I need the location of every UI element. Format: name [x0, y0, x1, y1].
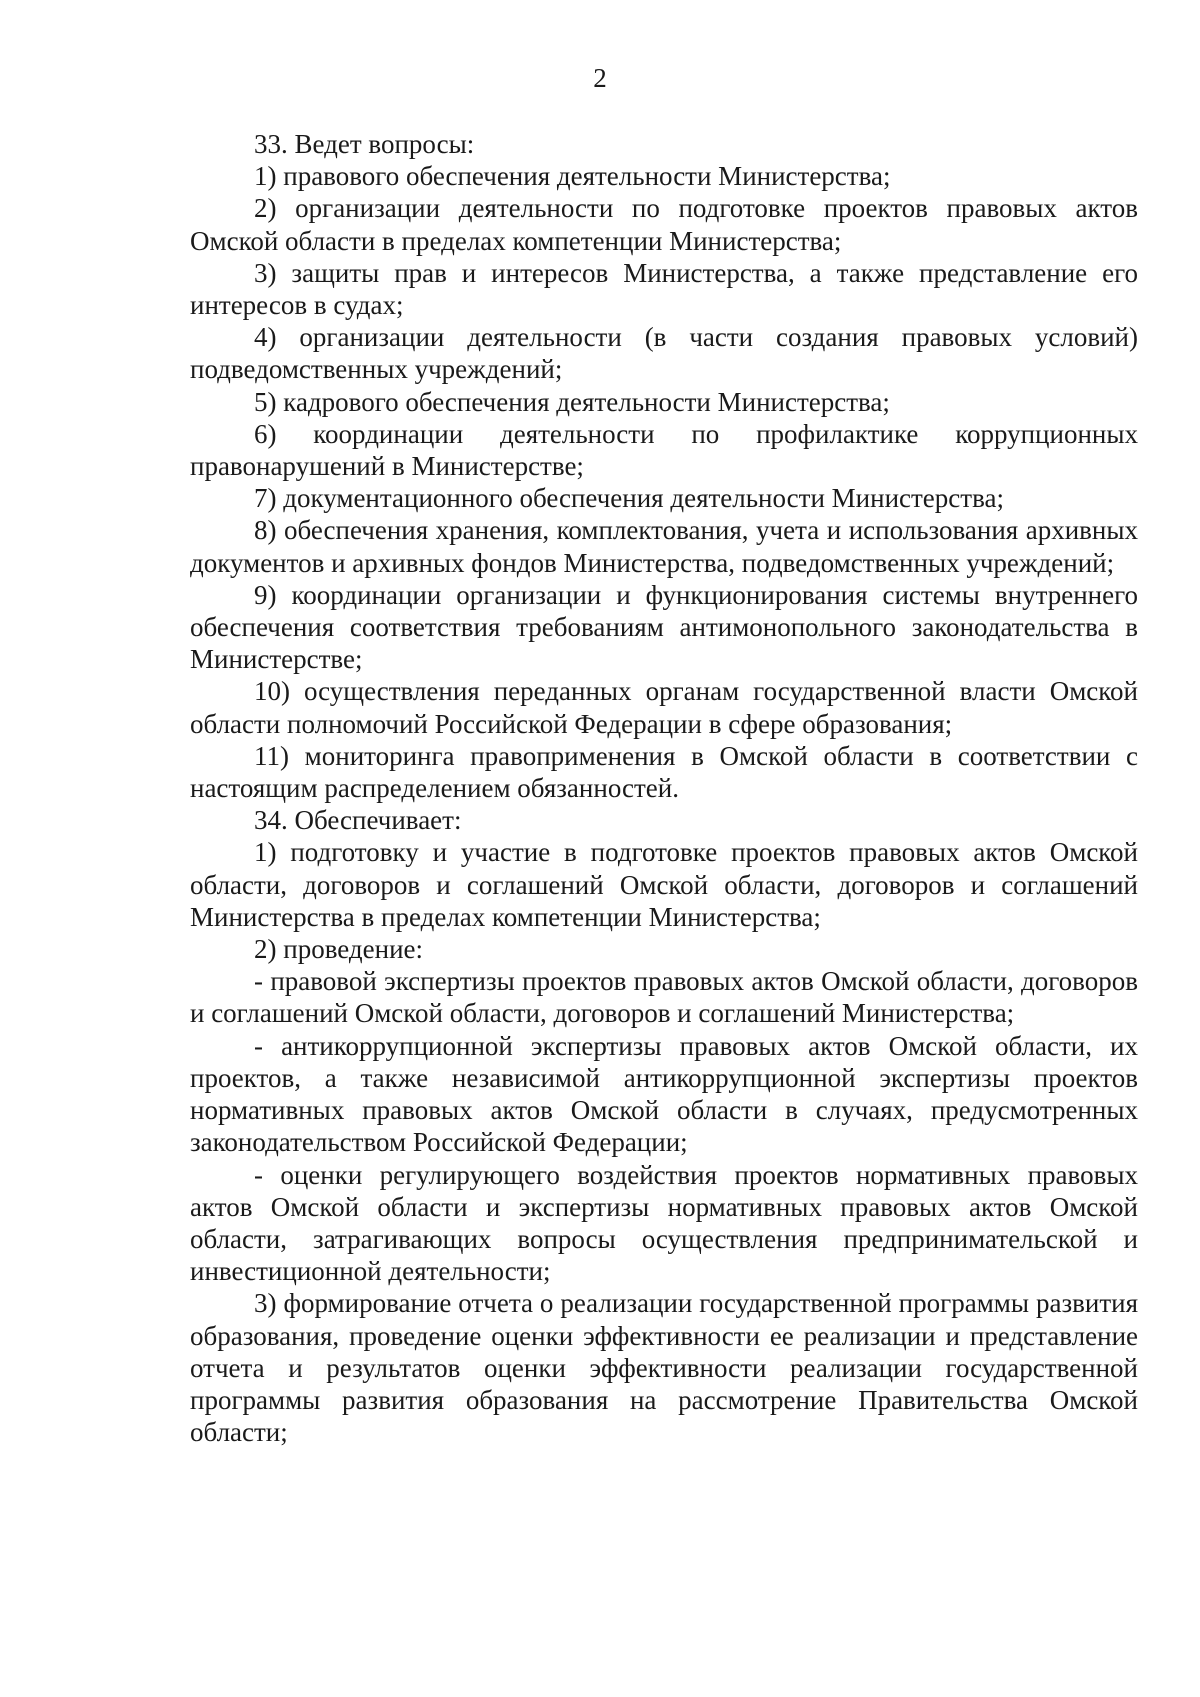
section-33-item-6: 6) координации деятельности по профилактике коррупционных правонарушений в Министерстве; [190, 418, 1138, 482]
section-34-item-1: 1) подготовку и участие в подготовке проектов правовых актов Омской области, договоров и соглашений Омской области, договоров и соглашений Министерства в пределах компетенции Министерства; [190, 837, 1138, 932]
section-34-item-2-bullet-3: - оценки регулирующего воздействия проектов нормативных правовых актов Омской области и экспертизы нормативных правовых актов Омской области, затрагивающих вопросы осуществления предпринимательской и инвестиционной деятельности; [190, 1159, 1138, 1287]
section-33-item-2: 2) организации деятельности по подготовке проектов правовых актов Омской области в пределах компетенции Министерства; [190, 193, 1138, 256]
section-34-item-2-bullet-2: - антикоррупционной экспертизы правовых актов Омской области, их проектов, а также независимой антикоррупционной экспертизы проектов нормативных правовых актов Омской области в случаях, предусмотренных законодательством Российской Федерации; [190, 1030, 1138, 1158]
section-33-item-4: 4) организации деятельности (в части создания правовых условий) подведомственных учреждений; [190, 322, 1138, 385]
section-33-item-11: 11) мониторинга правоприменения в Омской области в соответствии с настоящим распределением обязанностей. [190, 740, 1138, 804]
page-number: 2 [593, 63, 607, 93]
section-33-item-5: 5) кадрового обеспечения деятельности Министерства; [254, 386, 890, 417]
section-33-item-7: 7) документационного обеспечения деятельности Министерства; [254, 483, 1004, 514]
section-34-heading: 34. Обеспечивает: [254, 805, 462, 836]
section-33-item-1: 1) правового обеспечения деятельности Министерства; [254, 161, 891, 192]
section-33-heading: 33. Ведет вопросы: [254, 129, 475, 159]
section-33-item-3: 3) защиты прав и интересов Министерства, а также представление его интересов в судах; [190, 257, 1138, 321]
section-33-item-10: 10) осуществления переданных органам государственной власти Омской области полномочий Российской Федерации в сфере образования; [190, 676, 1138, 739]
section-34-item-2-bullet-1: - правовой экспертизы проектов правовых актов Омской области, договоров и соглашений Омской области, договоров и соглашений Министерства; [190, 966, 1138, 1029]
section-33-item-8: 8) обеспечения хранения, комплектования, учета и использования архивных документов и архивных фондов Министерства, подведомственных учреждений; [190, 515, 1138, 578]
section-34-item-3: 3) формирование отчета о реализации государственной программы развития образования, проведение оценки эффективности ее реализации и представление отчета и результатов оценки эффективности реализации государственной программы развития образования на рассмотрение Правительства Омской области; [190, 1288, 1138, 1448]
document-body [190, 128, 1138, 1448]
section-34-item-2: 2) проведение: [254, 934, 424, 965]
section-33-item-9: 9) координации организации и функционирования системы внутреннего обеспечения соответствия требованиям антимонопольного законодательства в Министерстве; [190, 579, 1138, 675]
